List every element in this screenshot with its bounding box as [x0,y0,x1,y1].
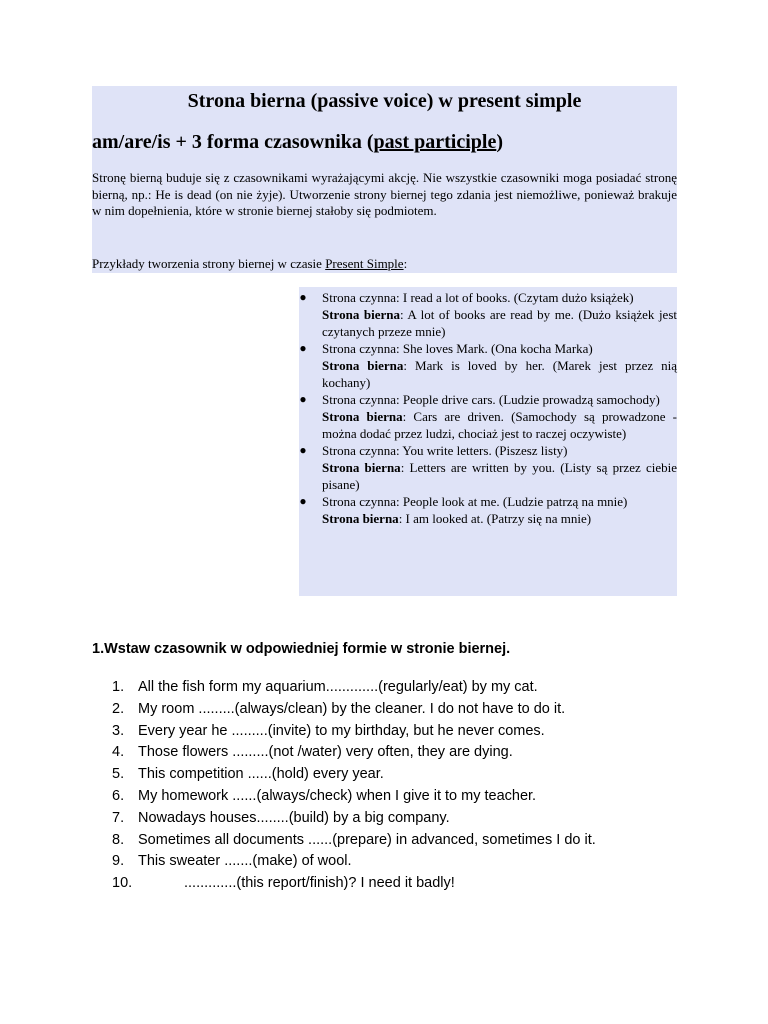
example-passive [322,357,677,391]
passive-text: : A lot of books are read by me. (Dużo książek jest czytanych przeze mnie) [322,307,677,339]
exercise-number: 4. [112,744,125,761]
bullet-icon: ● [299,392,307,406]
exercise-number: 5. [112,766,125,783]
exercise-list [92,677,732,895]
formula-line [92,129,677,155]
example-active: Strona czynna: People look at me. (Ludzie patrzą na mnie) [322,494,628,509]
formula-past-participle: past participle [373,131,497,153]
bullet-icon: ● [299,290,307,304]
examples-heading-tense: Present Simple [325,256,404,271]
example-item [299,340,677,391]
example-active: Strona czynna: People drive cars. (Ludzie prowadzą samochody) [322,392,660,407]
exercise-text: Nowadays houses........(build) by a big company. [138,809,450,826]
example-active: Strona czynna: I read a lot of books. (Czytam dużo książek) [322,290,634,305]
exercise-text: My homework ......(always/check) when I give it to my teacher. [138,787,537,804]
exercise-item [92,786,732,808]
exercise-text: Those flowers .........(not /water) very often, they are dying. [138,744,513,761]
example-item [299,493,677,527]
exercise-item [92,873,732,895]
example-passive [322,459,677,493]
passive-text: : Letters are written by you. (Listy są przez ciebie pisane) [322,460,678,492]
exercise-number: 10. [112,875,133,892]
passive-text: : Mark is loved by her. (Marek jest przez nią kochany) [322,358,677,390]
example-passive [322,306,677,340]
exercise-item [92,721,732,743]
bullet-icon: ● [299,341,307,355]
exercise-text: .............(this report/finish)? I need it badly! [184,875,455,892]
example-passive [322,408,677,442]
example-item [299,442,677,493]
passive-label: Strona bierna [322,511,399,526]
exercise-item [92,830,732,852]
passive-label: Strona bierna [322,409,403,424]
exercise-item [92,677,732,699]
passive-label: Strona bierna [322,460,401,475]
bullet-icon: ● [299,494,307,508]
exercise-number: 7. [112,809,125,826]
exercise-text: This sweater .......(make) of wool. [138,853,352,870]
exercise-text: Every year he .........(invite) to my birthday, but he never comes. [138,722,545,739]
bullet-icon: ● [299,443,307,457]
passive-label: Strona bierna [322,307,400,322]
formula-suffix: ) [496,131,503,153]
intro-paragraph: Stronę bierną buduje się z czasownikami wyrażającymi akcję. Nie wszystkie czasowniki moga posiadać stronę bierną, np.: He is dead (on nie żyje). Utworzenie strony biernej tego zdania jest niemożliwe, ponieważ brakuje w nim dopełnienia, które w stronie biernej stałoby się podmiotem. [92,170,677,218]
exercise-item [92,742,732,764]
examples-heading [92,256,677,273]
exercise-item [92,851,732,873]
exercise-number: 2. [112,700,125,717]
page-title: Strona bierna (passive voice) w present simple [187,90,582,112]
exercise-number: 6. [112,787,125,804]
example-item [299,289,677,340]
examples-heading-prefix: Przykłady tworzenia strony biernej w czasie [92,256,326,271]
passive-text: : I am looked at. (Patrzy się na mnie) [398,511,592,526]
exercise-text: This competition ......(hold) every year. [138,766,384,783]
example-passive [322,510,677,527]
exercise-number: 8. [112,831,125,848]
formula-prefix: am/are/is + 3 forma czasownika ( [92,131,374,153]
exercise-item [92,699,732,721]
passive-text: : Cars are driven. (Samochody są prowadzone - można dodać przez ludzi, chociaż jest to raczej oczywiste) [322,409,678,441]
exercise-text: My room .........(always/clean) by the cleaner. I do not have to do it. [138,700,566,717]
exercise-number: 3. [112,722,125,739]
examples-list [299,289,677,527]
exercise-item [92,764,732,786]
examples-heading-suffix: : [403,256,408,271]
example-item [299,391,677,442]
exercise-item [92,808,732,830]
exercise-text: Sometimes all documents ......(prepare) in advanced, sometimes I do it. [138,831,596,848]
exercise-title: 1.Wstaw czasownik w odpowiedniej formie w stronie biernej. [92,641,511,657]
exercise-number: 1. [112,679,125,695]
example-active: Strona czynna: You write letters. (Piszesz listy) [322,443,568,458]
example-active: Strona czynna: She loves Mark. (Ona kocha Marka) [322,341,593,356]
exercise-number: 9. [112,853,125,870]
passive-label: Strona bierna [322,358,404,373]
exercise-text: All the fish form my aquarium.............(regularly/eat) by my cat. [138,679,538,695]
